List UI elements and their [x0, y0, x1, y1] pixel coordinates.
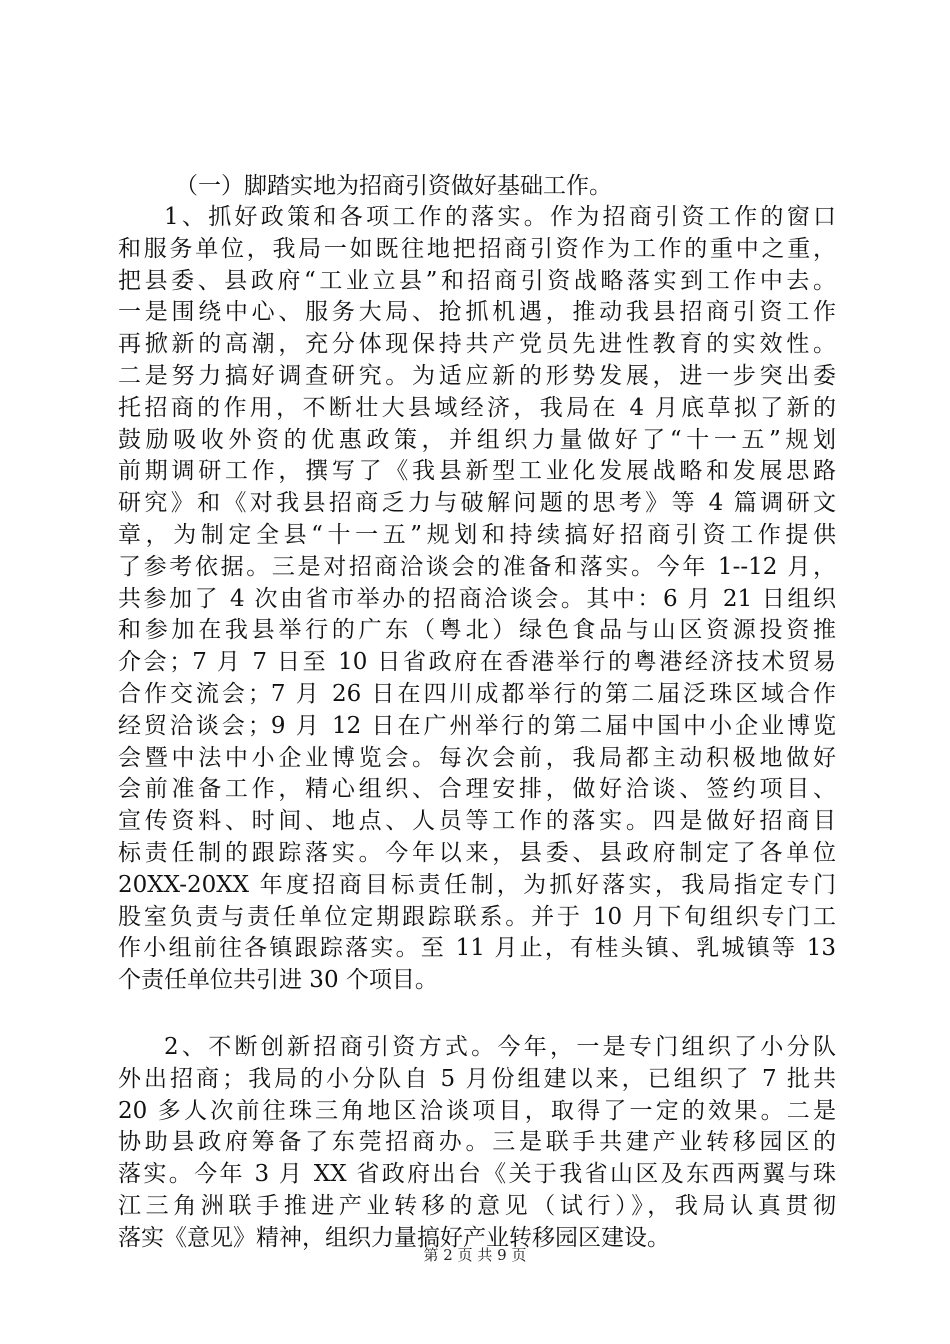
text-line: 合作交流会；7 月 26 日在四川成都举行的第二届泛珠区域合作	[118, 680, 836, 707]
text-line: 个责任单位共引进 30 个项目。	[118, 967, 438, 994]
text-line: 会前准备工作，精心组织、合理安排，做好洽谈、签约项目、	[118, 776, 836, 803]
text-line: 介会；7 月 7 日至 10 日省政府在香港举行的粤港经济技术贸易	[118, 649, 836, 676]
section-heading: （一）脚踏实地为招商引资做好基础工作。	[175, 173, 612, 199]
text-line: 会暨中法中小企业博览会。每次会前，我局都主动积极地做好	[118, 744, 836, 771]
text-line: 20XX-20XX 年度招商目标责任制，为抓好落实，我局指定专门	[118, 871, 836, 898]
text-line: 托招商的作用，不断壮大县域经济，我局在 4 月底草拟了新的	[118, 394, 836, 421]
text-line: 前期调研工作，撰写了《我县新型工业化发展战略和发展思路	[118, 458, 836, 485]
text-line: 1、抓好政策和各项工作的落实。作为招商引资工作的窗口	[164, 204, 836, 230]
text-line: 研究》和《对我县招商乏力与破解问题的思考》等 4 篇调研文	[118, 490, 836, 517]
text-line: 作小组前往各镇跟踪落实。至 11 月止，有桂头镇、乳城镇等 13	[118, 935, 836, 962]
text-line: 再掀新的高潮，充分体现保持共产党员先进性教育的实效性。	[118, 331, 836, 358]
text-line: 把县委、县政府“工业立县”和招商引资战略落实到工作中去。	[118, 267, 836, 294]
text-line: 和参加在我县举行的广东（粤北）绿色食品与山区资源投资推	[118, 617, 836, 644]
text-line: 20 多人次前往珠三角地区洽谈项目，取得了一定的效果。二是	[118, 1097, 836, 1124]
text-line: 了参考依据。三是对招商洽谈会的准备和落实。今年 1--12 月，	[118, 553, 836, 580]
text-line: 落实。今年 3 月 XX 省政府出台《关于我省山区及东西两翼与珠	[118, 1161, 836, 1188]
text-line: 一是围绕中心、服务大局、抢抓机遇，推动我县招商引资工作	[118, 299, 836, 326]
text-line: 2、不断创新招商引资方式。今年，一是专门组织了小分队	[164, 1034, 836, 1060]
text-line: 共参加了 4 次由省市举办的招商洽谈会。其中：6 月 21 日组织	[118, 585, 836, 612]
text-line: 落实《意见》精神，组织力量搞好产业转移园区建设。	[118, 1224, 670, 1251]
paragraph-2	[118, 1032, 836, 1255]
text-line: 和服务单位，我局一如既往地把招商引资作为工作的重中之重，	[118, 235, 836, 262]
text-line: 外出招商；我局的小分队自 5 月份组建以来，已组织了 7 批共	[118, 1065, 836, 1092]
text-line: 协助县政府筹备了东莞招商办。三是联手共建产业转移园区的	[118, 1129, 836, 1156]
paragraph-1	[118, 202, 836, 997]
text-line: 鼓励吸收外资的优惠政策，并组织力量做好了“十一五”规划	[118, 426, 836, 453]
text-line: 江三角洲联手推进产业转移的意见（试行）》，我局认真贯彻	[118, 1192, 836, 1219]
text-line: 标责任制的跟踪落实。今年以来，县委、县政府制定了各单位	[118, 839, 836, 866]
text-line: 二是努力搞好调查研究。为适应新的形势发展，进一步突出委	[118, 362, 836, 389]
page-footer: 第 2 页 共 9 页	[423, 1246, 527, 1264]
text-line: 股室负责与责任单位定期跟踪联系。并于 10 月下旬组织专门工	[118, 903, 836, 930]
text-line: 宣传资料、时间、地点、人员等工作的落实。四是做好招商目	[118, 808, 836, 835]
text-line: 章，为制定全县“十一五”规划和持续搞好招商引资工作提供	[118, 521, 836, 548]
text-line: 经贸洽谈会；9 月 12 日在广州举行的第二届中国中小企业博览	[118, 712, 836, 739]
